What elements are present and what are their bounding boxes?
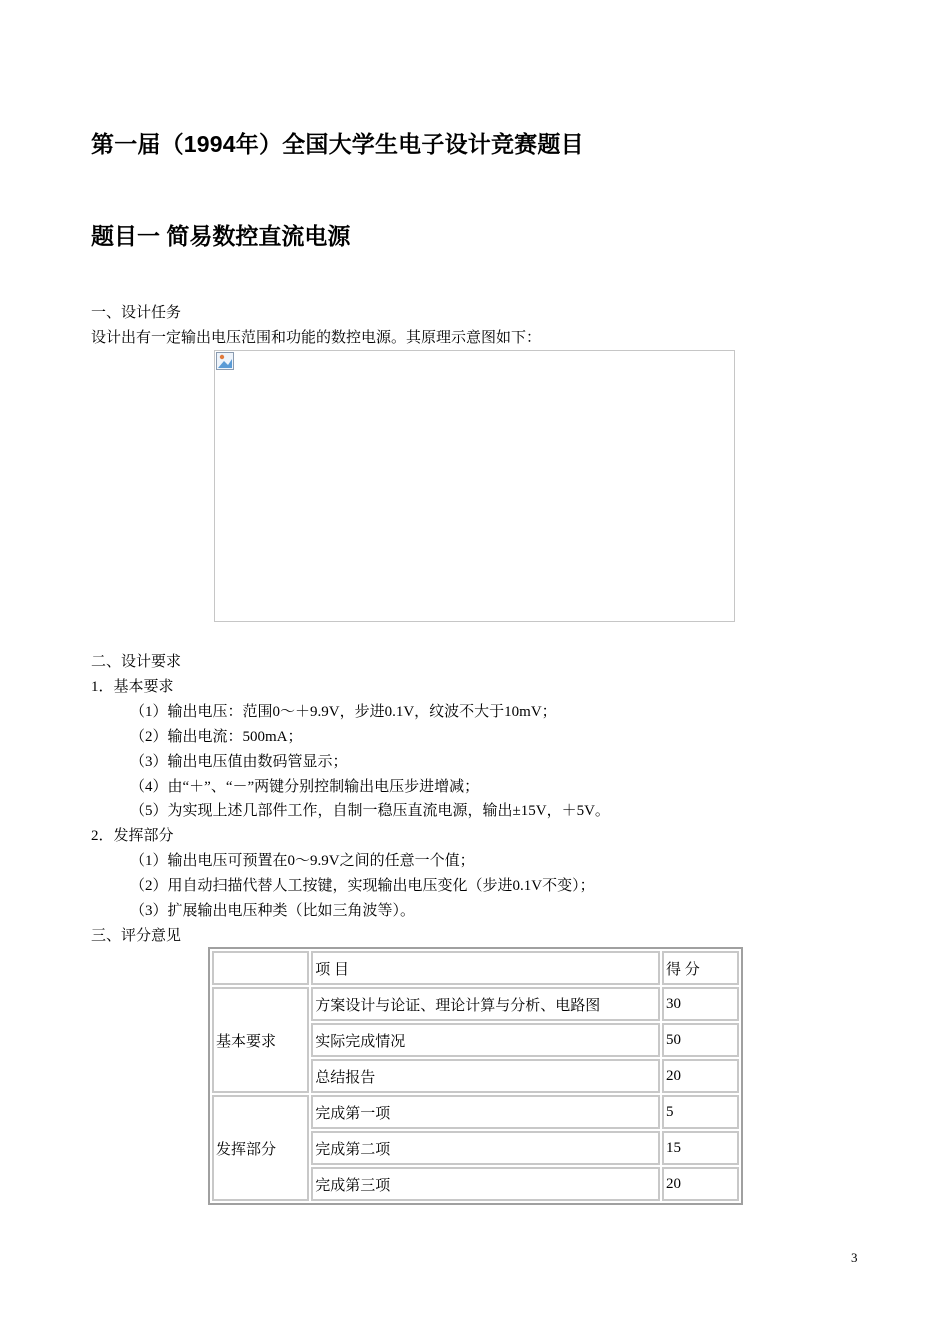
task-description: 设计出有一定输出电压范围和功能的数控电源。其原理示意图如下： [91, 330, 542, 346]
item-cell: 方案设计与论证、理论计算与分析、电路图 [311, 987, 660, 1021]
table-header-score: 得 分 [662, 951, 739, 985]
schematic-image-placeholder [214, 350, 735, 622]
scoring-table [208, 947, 743, 1205]
score-cell: 15 [662, 1131, 739, 1165]
extra-part-heading: 2．发挥部分 [91, 828, 174, 844]
extra-item: （3）扩展输出电压种类（比如三角波等）。 [130, 903, 416, 919]
item-cell: 完成第三项 [311, 1167, 660, 1201]
item-cell: 完成第一项 [311, 1095, 660, 1129]
score-cell: 20 [662, 1167, 739, 1201]
section-heading-task: 一、设计任务 [91, 305, 182, 321]
score-cell: 5 [662, 1095, 739, 1129]
problem-title: 题目一 简易数控直流电源 [91, 223, 351, 249]
basic-item: （5）为实现上述几部件工作，自制一稳压直流电源，输出±15V，＋5V。 [130, 803, 610, 819]
item-cell: 总结报告 [311, 1059, 660, 1093]
section-heading-scoring: 三、评分意见 [91, 928, 182, 944]
table-header-row [212, 951, 739, 985]
page-number: 3 [851, 1250, 858, 1265]
page-title: 第一届（1994年）全国大学生电子设计竞赛题目 [91, 131, 584, 157]
table-row [212, 1095, 739, 1129]
basic-item: （3）输出电压值由数码管显示； [130, 754, 348, 770]
group-label: 基本要求 [212, 987, 309, 1093]
item-cell: 完成第二项 [311, 1131, 660, 1165]
section-heading-requirements: 二、设计要求 [91, 654, 182, 670]
table-corner-cell [212, 951, 309, 985]
basic-item: （1）输出电压：范围0～＋9.9V，步进0.1V，纹波不大于10mV； [130, 704, 557, 720]
group-label: 发挥部分 [212, 1095, 309, 1201]
basic-requirements-heading: 1．基本要求 [91, 679, 174, 695]
item-cell: 实际完成情况 [311, 1023, 660, 1057]
score-cell: 50 [662, 1023, 739, 1057]
basic-item: （4）由“＋”、“－”两键分别控制输出电压步进增减； [130, 779, 480, 795]
extra-item: （1）输出电压可预置在0～9.9V之间的任意一个值； [130, 853, 475, 869]
score-cell: 20 [662, 1059, 739, 1093]
table-header-item: 项 目 [311, 951, 660, 985]
score-cell: 30 [662, 987, 739, 1021]
table-row [212, 987, 739, 1021]
basic-item: （2）输出电流：500mA； [130, 729, 303, 745]
extra-item: （2）用自动扫描代替人工按键，实现输出电压变化（步进0.1V不变）； [130, 878, 595, 894]
broken-image-icon [216, 352, 234, 370]
